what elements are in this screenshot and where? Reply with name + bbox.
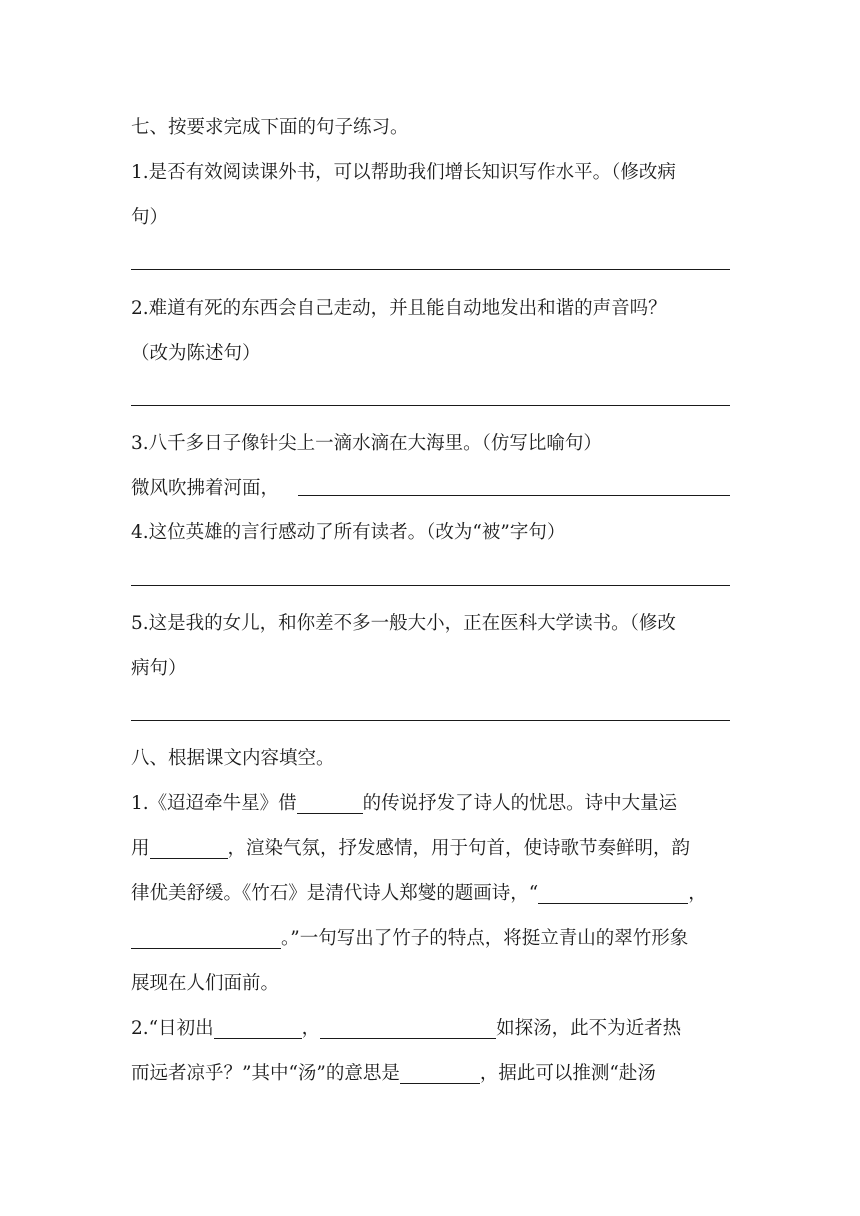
question-2-text: 2.难道有死的东西会自己走动，并且能自动地发出和谐的声音吗？ — [131, 298, 667, 319]
question-1-text: 1.是否有效阅读课外书，可以帮助我们增长知识写作水平。（修改病 — [131, 162, 676, 183]
text-segment: 。”一句写出了竹子的特点，将挺立青山的翠竹形象 — [281, 928, 689, 949]
fill-paragraph-line-5: 展现在人们面前。 — [131, 973, 280, 994]
text-segment: 1.《迢迢牵牛星》借 — [131, 793, 297, 814]
answer-line-4[interactable] — [131, 585, 730, 586]
answer-line-1[interactable] — [131, 269, 730, 270]
fill-blank-2[interactable] — [150, 838, 228, 859]
fill-paragraph-line-3 — [131, 882, 707, 906]
text-segment: ， — [688, 883, 707, 904]
fill-blank-4[interactable] — [131, 928, 281, 949]
answer-line-2[interactable] — [131, 405, 730, 406]
question-3-prefix: 微风吹拂着河面， — [131, 478, 280, 499]
question-5-text-cont: 病句） — [131, 658, 187, 679]
fill-blank-6[interactable] — [320, 1018, 496, 1039]
fill-blank-1[interactable] — [297, 793, 363, 814]
text-segment: 如探汤，此不为近者热 — [496, 1018, 682, 1039]
section-8-heading: 八、根据课文内容填空。 — [131, 748, 335, 769]
fill-blank-7[interactable] — [400, 1063, 480, 1084]
question-3-text: 3.八千多日子像针尖上一滴水滴在大海里。（仿写比喻句） — [131, 433, 602, 454]
text-segment: 而远者凉乎？”其中“汤”的意思是 — [131, 1063, 400, 1084]
question-1-text-cont: 句） — [131, 207, 169, 228]
text-segment: ，据此可以推测“赴汤 — [479, 1063, 656, 1084]
fill-paragraph-line-2 — [131, 837, 690, 861]
fill-paragraph-line-6 — [131, 1017, 681, 1041]
text-segment: 律优美舒缓。《竹石》是清代诗人郑燮的题画诗，“ — [131, 883, 539, 904]
question-5-text: 5.这是我的女儿，和你差不多一般大小，正在医科大学读书。（修改 — [131, 613, 676, 634]
text-segment: ， — [301, 1018, 321, 1039]
section-7-heading: 七、按要求完成下面的句子练习。 — [131, 117, 409, 138]
fill-paragraph-line-4 — [131, 927, 688, 951]
text-segment: 用 — [131, 838, 150, 859]
answer-line-3[interactable] — [298, 495, 730, 496]
fill-paragraph-line-7 — [131, 1062, 656, 1086]
text-segment: 的传说抒发了诗人的忧思。诗中大量运 — [362, 793, 678, 814]
question-4-text: 4.这位英雄的言行感动了所有读者。（改为“被”字句） — [131, 522, 566, 543]
fill-paragraph-line-1 — [131, 792, 677, 816]
fill-blank-3[interactable] — [538, 883, 688, 904]
text-segment: 2.“日初出 — [131, 1018, 214, 1039]
answer-line-5[interactable] — [131, 720, 730, 721]
text-segment: ，渲染气氛，抒发感情，用于句首，使诗歌节奏鲜明，韵 — [227, 838, 691, 859]
question-2-text-cont: （改为陈述句） — [131, 343, 261, 364]
fill-blank-5[interactable] — [214, 1018, 302, 1039]
